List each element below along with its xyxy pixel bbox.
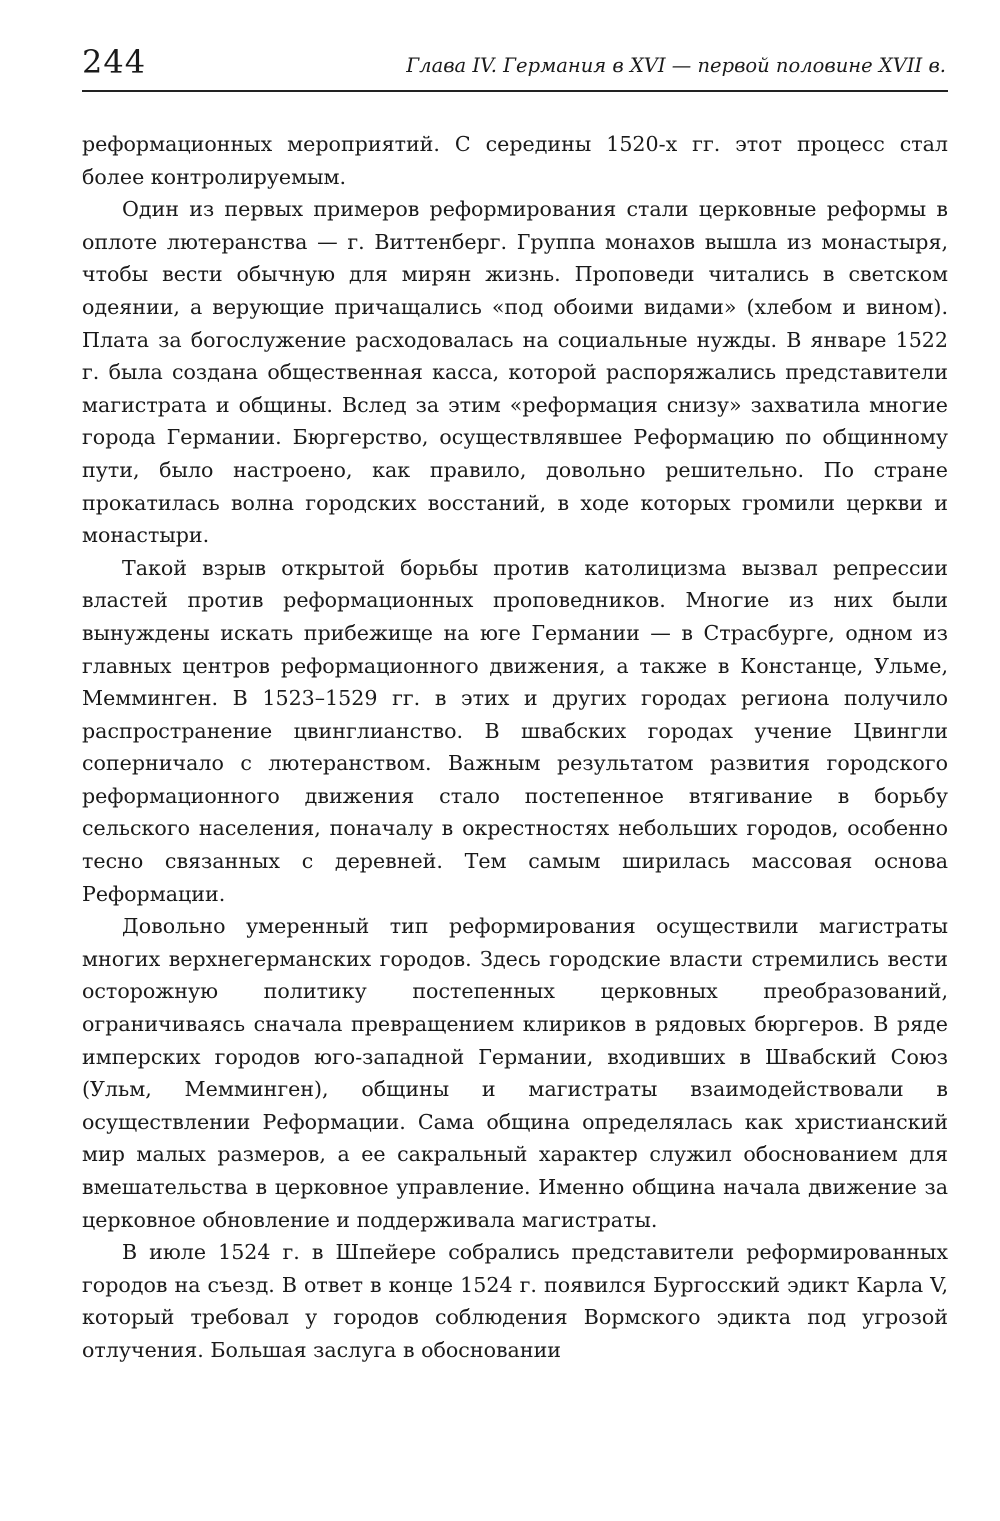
page-number: 244 bbox=[82, 43, 147, 81]
body-text bbox=[82, 128, 948, 1367]
paragraph-speyer-congress: В июле 1524 г. в Шпейере собрались представители реформированных городов на съезд. В ответ в конце 1524 г. появился Бургосский эдикт Карла V, который требовал у городов соблюдения Вормского эдикта под угрозой отлучения. Большая заслуга в обосновании bbox=[82, 1240, 948, 1362]
book-page bbox=[82, 40, 948, 1367]
paragraph-repressions: Такой взрыв открытой борьбы против католицизма вызвал репрессии властей против реформационных проповедников. Многие из них были вынуждены искать прибежище на юге Германии — в Страсбурге, одном из главных центров реформационного движения, а также в Констанце, Ульме, Мемминген. В 1523–1529 гг. в этих и других городах региона получило распространение цвинглианство. В швабских городах учение Цвингли соперничало с лютеранством. Важным результатом развития городского реформационного движения стало постепенное втягивание в борьбу сельского населения, поначалу в окрестностях небольших городов, особенно тесно связанных с деревней. Тем самым ширилась массовая основа Реформации. bbox=[82, 555, 948, 906]
running-head bbox=[82, 40, 948, 92]
paragraph-moderate-reform: Довольно умеренный тип реформирования осуществили магистраты многих верхнегерманских городов. Здесь городские власти стремились вести осторожную политику постепенных церковных преобразований, ограничиваясь сначала превращением клириков в рядовых бюргеров. В ряде имперских городов юго-западной Германии, входивших в Швабский Союз (Ульм, Мемминген), общины и магистраты взаимодействовали в осуществлении Реформации. Сама община определялась как христианский мир малых размеров, а ее сакральный характер служил обоснованием для вмешательства в церковное управление. Именно община начала движение за церковное обновление и поддерживала магистраты. bbox=[82, 914, 948, 1232]
paragraph-continuation: реформационных мероприятий. С середины 1520-х гг. этот процесс стал более контролируемым. bbox=[82, 132, 948, 189]
chapter-title: Глава IV. Германия в XVI — первой половине XVII в. bbox=[406, 54, 946, 77]
paragraph-wittenberg-reforms: Один из первых примеров реформирования стали церковные реформы в оплоте лютеранства — г. Виттенберг. Группа монахов вышла из монастыря, чтобы вести обычную для мирян жизнь. Проповеди читались в светском одеянии, а верующие причащались «под обоими видами» (хлебом и вином). Плата за богослужение расходовалась на социальные нужды. В январе 1522 г. была создана общественная касса, которой распоряжались представители магистрата и общины. Вслед за этим «реформация снизу» захватила многие города Германии. Бюргерство, осуществлявшее Реформацию по общинному пути, было настроено, как правило, довольно решительно. По стране прокатилась волна городских восстаний, в ходе которых громили церкви и монастыри. bbox=[82, 197, 948, 548]
